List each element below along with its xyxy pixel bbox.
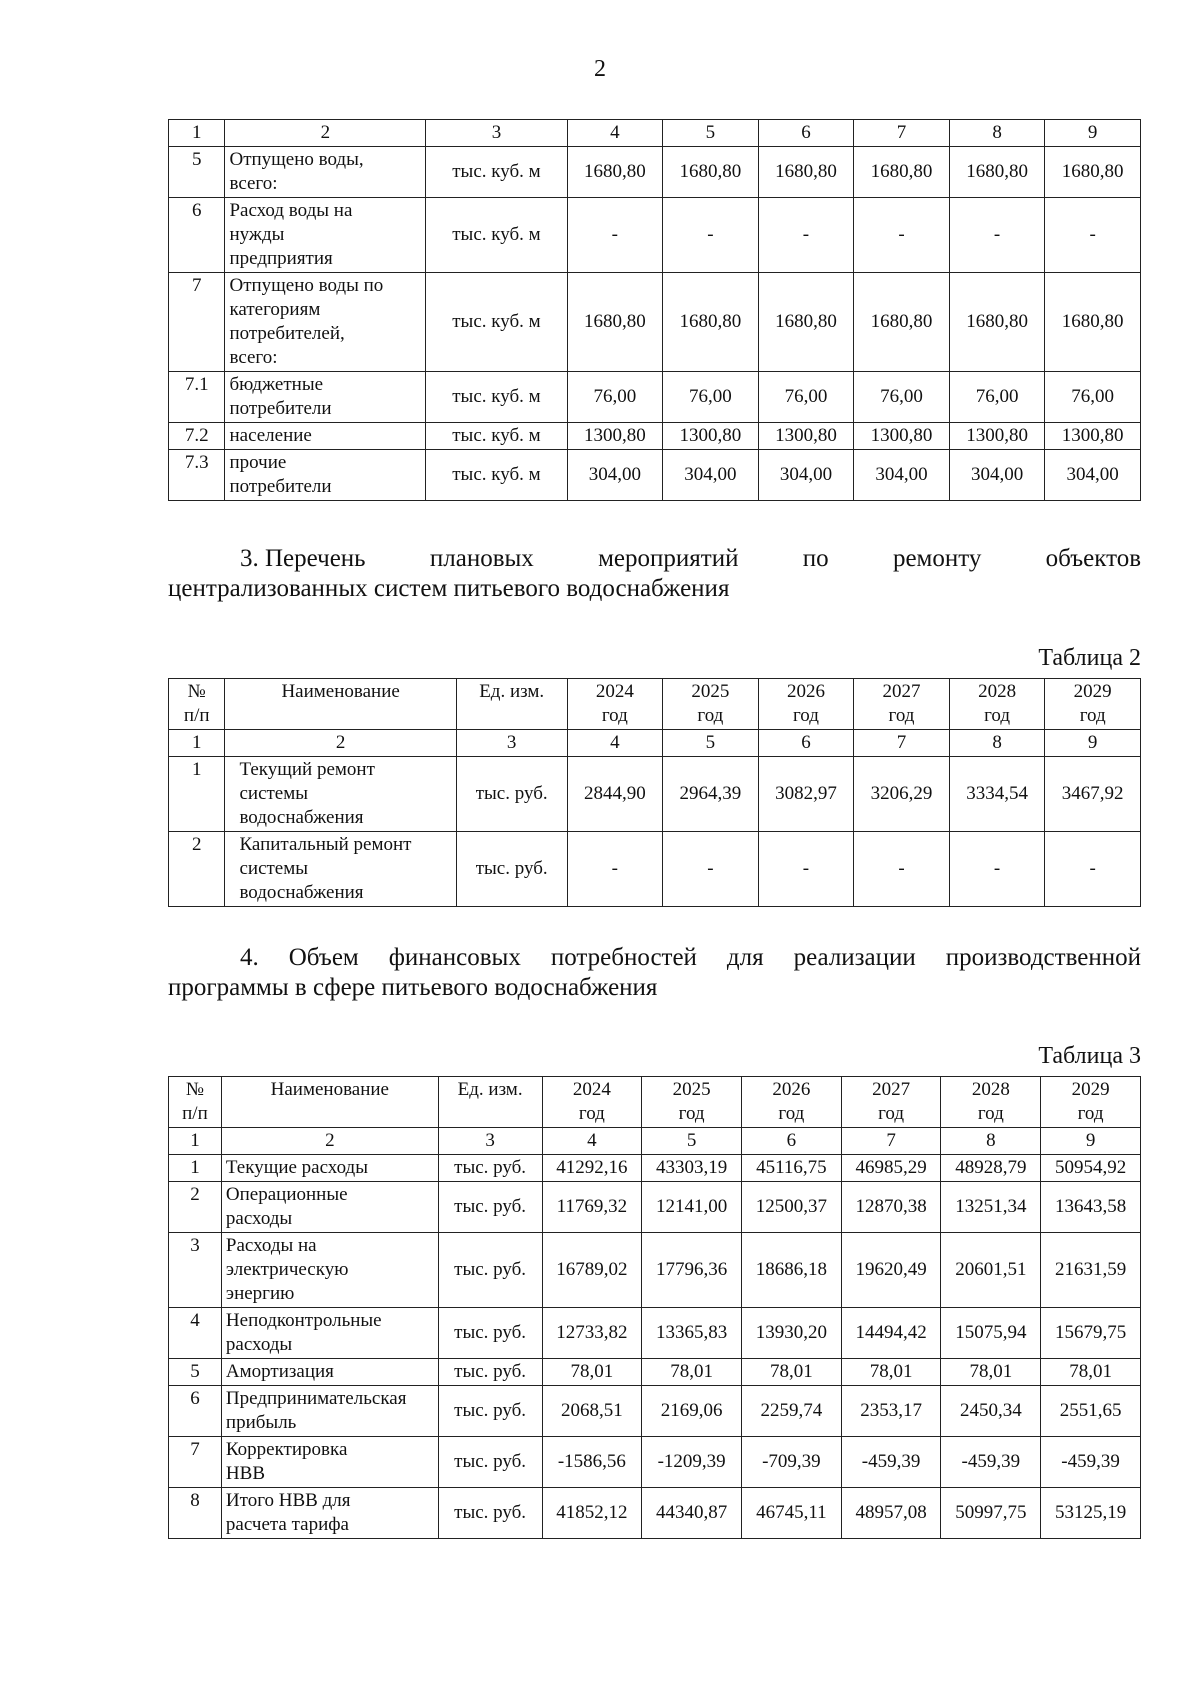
row-value: 12141,00 (642, 1182, 742, 1233)
column-number: 3 (426, 120, 567, 147)
row-value: 78,01 (1041, 1359, 1141, 1386)
row-name: Операционные расходы (221, 1182, 438, 1233)
row-number: 7 (169, 1437, 222, 1488)
row-value: - (949, 832, 1045, 907)
row-value: 1680,80 (663, 147, 759, 198)
row-name: Капитальный ремонт системы водоснабжения (225, 832, 456, 907)
header-year: 2025 год (642, 1077, 742, 1128)
heading-word: плановых (429, 545, 534, 572)
row-number: 1 (169, 757, 225, 832)
row-value: 15679,75 (1041, 1308, 1141, 1359)
row-value: 78,01 (941, 1359, 1041, 1386)
table-row (169, 757, 1141, 832)
row-unit: тыс. куб. м (426, 423, 567, 450)
row-value: 2844,90 (567, 757, 663, 832)
row-value: 11769,32 (542, 1182, 642, 1233)
row-value: 1300,80 (758, 423, 854, 450)
row-value: - (567, 198, 663, 273)
row-value: 13930,20 (741, 1308, 841, 1359)
financial-needs-table (168, 1076, 1141, 1539)
table-row (169, 450, 1141, 501)
row-value: 12500,37 (741, 1182, 841, 1233)
column-number: 5 (663, 120, 759, 147)
column-number: 4 (542, 1128, 642, 1155)
row-value: 78,01 (841, 1359, 941, 1386)
table-row (169, 423, 1141, 450)
row-value: 13643,58 (1041, 1182, 1141, 1233)
section-4-heading-line1 (168, 943, 1141, 973)
row-unit: тыс. куб. м (426, 372, 567, 423)
column-number: 9 (1041, 1128, 1141, 1155)
heading-word: реализации (793, 944, 916, 971)
row-value: 1300,80 (854, 423, 950, 450)
row-number: 4 (169, 1308, 222, 1359)
row-value: - (1045, 832, 1141, 907)
column-number: 3 (456, 730, 567, 757)
heading-word: 3. Перечень (240, 545, 366, 572)
row-value: 1680,80 (854, 273, 950, 372)
row-value: 41292,16 (542, 1155, 642, 1182)
column-number: 1 (169, 120, 225, 147)
row-value: 78,01 (642, 1359, 742, 1386)
row-name: Неподконтрольные расходы (221, 1308, 438, 1359)
row-value: 16789,02 (542, 1233, 642, 1308)
column-number-row (169, 120, 1141, 147)
row-unit: тыс. руб. (456, 832, 567, 907)
header-year: 2028 год (949, 679, 1045, 730)
column-number: 7 (854, 730, 950, 757)
column-number: 2 (225, 730, 456, 757)
row-value: 76,00 (949, 372, 1045, 423)
row-number: 7.1 (169, 372, 225, 423)
row-unit: тыс. руб. (438, 1182, 542, 1233)
row-value: 1680,80 (567, 273, 663, 372)
row-value: 48928,79 (941, 1155, 1041, 1182)
row-value: 1680,80 (758, 273, 854, 372)
header-name: Наименование (225, 679, 456, 730)
row-unit: тыс. руб. (438, 1488, 542, 1539)
row-number: 3 (169, 1233, 222, 1308)
column-number: 6 (758, 120, 854, 147)
row-number: 1 (169, 1155, 222, 1182)
heading-word: финансовых (388, 944, 521, 971)
row-value: 1300,80 (663, 423, 759, 450)
column-number: 5 (642, 1128, 742, 1155)
row-value: 1680,80 (949, 273, 1045, 372)
column-number: 7 (841, 1128, 941, 1155)
row-value: 14494,42 (841, 1308, 941, 1359)
row-value: 2068,51 (542, 1386, 642, 1437)
row-number: 2 (169, 1182, 222, 1233)
repair-measures-table (168, 678, 1141, 907)
table-row (169, 1308, 1141, 1359)
row-unit: тыс. руб. (438, 1359, 542, 1386)
water-release-table (168, 119, 1141, 501)
heading-word: 4. (240, 944, 259, 971)
row-value: 46985,29 (841, 1155, 941, 1182)
header-num: № п/п (169, 679, 225, 730)
header-year: 2024 год (542, 1077, 642, 1128)
row-value: 12733,82 (542, 1308, 642, 1359)
section-3-heading (168, 544, 1141, 604)
row-value: 304,00 (567, 450, 663, 501)
heading-word: по (802, 545, 829, 572)
row-value: - (854, 198, 950, 273)
table-2-caption: Таблица 2 (1038, 645, 1141, 671)
row-value: -459,39 (1041, 1437, 1141, 1488)
row-unit: тыс. куб. м (426, 450, 567, 501)
row-value: 304,00 (663, 450, 759, 501)
row-name: Текущий ремонт системы водоснабжения (225, 757, 456, 832)
row-unit: тыс. руб. (438, 1308, 542, 1359)
row-value: 45116,75 (741, 1155, 841, 1182)
row-value: 304,00 (1045, 450, 1141, 501)
row-number: 5 (169, 1359, 222, 1386)
row-value: 53125,19 (1041, 1488, 1141, 1539)
row-number: 7.3 (169, 450, 225, 501)
row-value: 76,00 (758, 372, 854, 423)
row-value: 48957,08 (841, 1488, 941, 1539)
page-number: 2 (594, 56, 606, 82)
header-year: 2027 год (841, 1077, 941, 1128)
table-row (169, 1437, 1141, 1488)
row-name: Корректировка НВВ (221, 1437, 438, 1488)
heading-word: потребностей (550, 944, 697, 971)
table-row (169, 1182, 1141, 1233)
row-unit: тыс. руб. (438, 1233, 542, 1308)
row-value: 76,00 (663, 372, 759, 423)
row-value: 13251,34 (941, 1182, 1041, 1233)
column-number: 2 (225, 120, 426, 147)
column-number: 1 (169, 730, 225, 757)
section-3-heading-line2: централизованных систем питьевого водоснабжения (168, 575, 730, 602)
table-3-caption: Таблица 3 (1038, 1043, 1141, 1069)
section-3-heading-line1 (168, 544, 1141, 574)
header-unit: Ед. изм. (438, 1077, 542, 1128)
row-value: 1300,80 (1045, 423, 1141, 450)
heading-word: для (726, 944, 764, 971)
row-value: 3082,97 (758, 757, 854, 832)
header-year: 2027 год (854, 679, 950, 730)
row-number: 5 (169, 147, 225, 198)
row-value: 2964,39 (663, 757, 759, 832)
row-number: 8 (169, 1488, 222, 1539)
row-value: - (854, 832, 950, 907)
header-num: № п/п (169, 1077, 222, 1128)
row-number: 7 (169, 273, 225, 372)
column-number: 3 (438, 1128, 542, 1155)
header-year: 2026 год (741, 1077, 841, 1128)
row-name: население (225, 423, 426, 450)
header-name: Наименование (221, 1077, 438, 1128)
row-value: 2259,74 (741, 1386, 841, 1437)
row-name: Отпущено воды по категориям потребителей, всего: (225, 273, 426, 372)
row-value: 3467,92 (1045, 757, 1141, 832)
column-number: 6 (741, 1128, 841, 1155)
table-header-row (169, 1077, 1141, 1128)
row-value: 41852,12 (542, 1488, 642, 1539)
column-number: 7 (854, 120, 950, 147)
row-value: 50954,92 (1041, 1155, 1141, 1182)
row-value: 1680,80 (663, 273, 759, 372)
row-number: 6 (169, 198, 225, 273)
row-value: 3334,54 (949, 757, 1045, 832)
row-value: 19620,49 (841, 1233, 941, 1308)
row-value: 13365,83 (642, 1308, 742, 1359)
table-row (169, 1488, 1141, 1539)
column-number: 2 (221, 1128, 438, 1155)
row-value: 2353,17 (841, 1386, 941, 1437)
row-value: 20601,51 (941, 1233, 1041, 1308)
row-name: Итого НВВ для расчета тарифа (221, 1488, 438, 1539)
row-value: 1680,80 (854, 147, 950, 198)
row-value: - (1045, 198, 1141, 273)
row-value: 78,01 (741, 1359, 841, 1386)
column-number: 1 (169, 1128, 222, 1155)
table-row (169, 147, 1141, 198)
row-value: 1680,80 (1045, 147, 1141, 198)
row-value: 2551,65 (1041, 1386, 1141, 1437)
row-unit: тыс. руб. (456, 757, 567, 832)
row-name: Расходы на электрическую энергию (221, 1233, 438, 1308)
heading-word: объектов (1045, 545, 1141, 572)
row-value: 1680,80 (758, 147, 854, 198)
table-row (169, 198, 1141, 273)
row-name: Отпущено воды, всего: (225, 147, 426, 198)
header-year: 2024 год (567, 679, 663, 730)
table1-body (169, 120, 1141, 501)
table-row (169, 372, 1141, 423)
row-value: 2450,34 (941, 1386, 1041, 1437)
row-value: -709,39 (741, 1437, 841, 1488)
row-unit: тыс. руб. (438, 1437, 542, 1488)
header-year: 2028 год (941, 1077, 1041, 1128)
row-value: - (567, 832, 663, 907)
row-name: Текущие расходы (221, 1155, 438, 1182)
row-name: Амортизация (221, 1359, 438, 1386)
row-value: 2169,06 (642, 1386, 742, 1437)
row-value: 1680,80 (949, 147, 1045, 198)
header-unit: Ед. изм. (456, 679, 567, 730)
row-number: 2 (169, 832, 225, 907)
table-row (169, 1359, 1141, 1386)
row-unit: тыс. руб. (438, 1155, 542, 1182)
row-value: 304,00 (854, 450, 950, 501)
header-year: 2029 год (1041, 1077, 1141, 1128)
column-number: 4 (567, 120, 663, 147)
row-value: 46745,11 (741, 1488, 841, 1539)
row-value: 1680,80 (567, 147, 663, 198)
column-number: 8 (949, 120, 1045, 147)
column-number: 8 (949, 730, 1045, 757)
header-year: 2026 год (758, 679, 854, 730)
row-name: бюджетные потребители (225, 372, 426, 423)
section-4-heading-line2: программы в сфере питьевого водоснабжения (168, 974, 658, 1001)
row-value: 304,00 (758, 450, 854, 501)
heading-word: ремонту (892, 545, 982, 572)
row-value: 15075,94 (941, 1308, 1041, 1359)
row-name: Расход воды на нужды предприятия (225, 198, 426, 273)
row-value: -459,39 (841, 1437, 941, 1488)
header-year: 2025 год (663, 679, 759, 730)
row-name: Предпринимательская прибыль (221, 1386, 438, 1437)
section-4-heading (168, 943, 1141, 1003)
table-header-row (169, 679, 1141, 730)
row-value: 50997,75 (941, 1488, 1041, 1539)
row-value: 76,00 (1045, 372, 1141, 423)
row-value: -1586,56 (542, 1437, 642, 1488)
table-row (169, 832, 1141, 907)
row-value: - (663, 832, 759, 907)
row-unit: тыс. куб. м (426, 198, 567, 273)
column-number: 8 (941, 1128, 1041, 1155)
row-value: 304,00 (949, 450, 1045, 501)
column-number-row (169, 1128, 1141, 1155)
row-unit: тыс. куб. м (426, 273, 567, 372)
row-value: 17796,36 (642, 1233, 742, 1308)
table3-body (169, 1077, 1141, 1539)
row-value: 44340,87 (642, 1488, 742, 1539)
heading-word: Объем (288, 944, 359, 971)
row-value: 1300,80 (567, 423, 663, 450)
row-value: 1680,80 (1045, 273, 1141, 372)
column-number: 5 (663, 730, 759, 757)
row-unit: тыс. руб. (438, 1386, 542, 1437)
table2-body (169, 679, 1141, 907)
table-row (169, 1233, 1141, 1308)
column-number: 9 (1045, 120, 1141, 147)
table-row (169, 1155, 1141, 1182)
table-row (169, 273, 1141, 372)
column-number-row (169, 730, 1141, 757)
row-name: прочие потребители (225, 450, 426, 501)
row-value: 3206,29 (854, 757, 950, 832)
row-unit: тыс. куб. м (426, 147, 567, 198)
row-value: -459,39 (941, 1437, 1041, 1488)
table-row (169, 1386, 1141, 1437)
column-number: 9 (1045, 730, 1141, 757)
row-value: 76,00 (567, 372, 663, 423)
row-number: 6 (169, 1386, 222, 1437)
row-value: 43303,19 (642, 1155, 742, 1182)
header-year: 2029 год (1045, 679, 1141, 730)
row-value: 76,00 (854, 372, 950, 423)
heading-word: мероприятий (598, 545, 739, 572)
row-value: - (663, 198, 759, 273)
row-value: - (758, 832, 854, 907)
row-value: 12870,38 (841, 1182, 941, 1233)
heading-word: производственной (945, 944, 1141, 971)
row-value: - (949, 198, 1045, 273)
row-value: - (758, 198, 854, 273)
column-number: 6 (758, 730, 854, 757)
row-value: 78,01 (542, 1359, 642, 1386)
row-value: 1300,80 (949, 423, 1045, 450)
column-number: 4 (567, 730, 663, 757)
row-value: 21631,59 (1041, 1233, 1141, 1308)
row-number: 7.2 (169, 423, 225, 450)
row-value: -1209,39 (642, 1437, 742, 1488)
row-value: 18686,18 (741, 1233, 841, 1308)
